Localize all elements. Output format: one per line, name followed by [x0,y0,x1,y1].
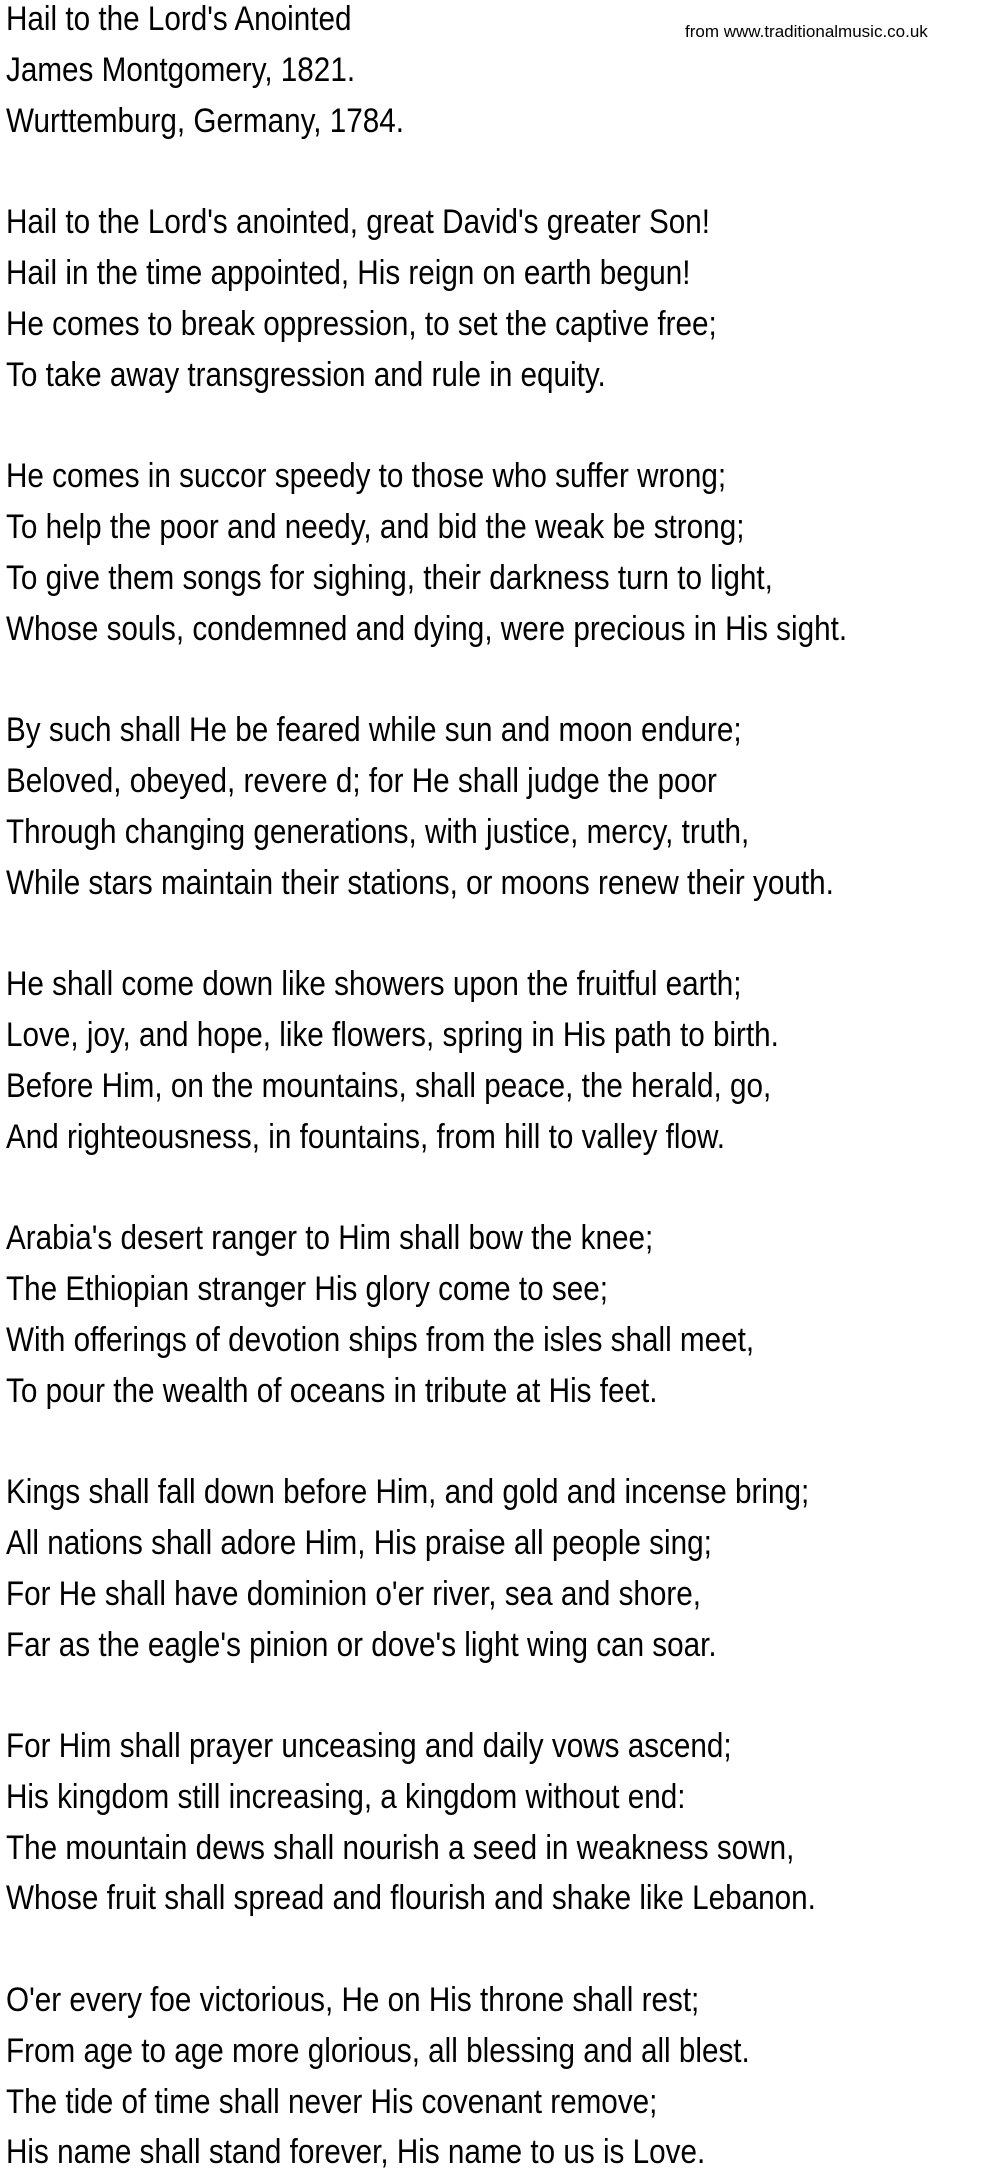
stanza-gap [6,1416,976,1467]
verse-line: By such shall He be feared while sun and moon endure; [6,711,742,750]
source-credit: from www.traditionalmusic.co.uk [685,22,928,41]
verse-line: From age to age more glorious, all blessing and all blest. [6,2031,750,2070]
stanza-gap [6,1670,976,1721]
verse-line: He shall come down like showers upon the fruitful earth; [6,965,742,1004]
verse-line: The Ethiopian stranger His glory come to see; [6,1269,608,1308]
verse-line: His kingdom still increasing, a kingdom without end: [6,1777,686,1816]
verse-line: To help the poor and needy, and bid the weak be strong; [6,507,745,546]
verse-line: All nations shall adore Him, His praise all people sing; [6,1523,712,1562]
verse-4 [6,959,976,1162]
verse-line: With offerings of devotion ships from the isles shall meet, [6,1320,755,1359]
verse-line: Whose souls, condemned and dying, were precious in His sight. [6,609,848,648]
stanza-gap [6,1924,976,1975]
stanza-gap [6,400,976,451]
verse-line: And righteousness, in fountains, from hill to valley flow. [6,1117,726,1156]
verse-8 [6,1975,976,2178]
stanza-gap [6,146,976,197]
verse-line: Beloved, obeyed, revere d; for He shall judge the poor [6,761,717,800]
verse-5 [6,1213,976,1416]
verse-line: To take away transgression and rule in equity. [6,355,606,394]
verse-line: O'er every foe victorious, He on His throne shall rest; [6,1981,700,2020]
verse-line: To pour the wealth of oceans in tribute at His feet. [6,1371,658,1410]
verse-line: While stars maintain their stations, or moons renew their youth. [6,863,834,902]
verse-line: He comes in succor speedy to those who suffer wrong; [6,457,727,496]
verse-line: Arabia's desert ranger to Him shall bow the knee; [6,1219,654,1258]
verse-3 [6,705,976,908]
stanza-gap [6,1162,976,1213]
verse-line: His name shall stand forever, His name to us is Love. [6,2133,706,2172]
verse-6 [6,1467,976,1670]
hymn-tune: Wurttemburg, Germany, 1784. [6,101,404,140]
stanza-gap [6,654,976,705]
verse-2 [6,451,976,654]
verse-line: Love, joy, and hope, like flowers, spring in His path to birth. [6,1015,779,1054]
verse-line: Through changing generations, with justice, mercy, truth, [6,812,750,851]
verse-line: Hail to the Lord's anointed, great David's greater Son! [6,203,711,242]
verse-line: For He shall have dominion o'er river, sea and shore, [6,1574,702,1613]
verse-7 [6,1721,976,1924]
verse-line: The tide of time shall never His covenant remove; [6,2082,658,2121]
verse-line: Kings shall fall down before Him, and gold and incense bring; [6,1473,810,1512]
verse-line: Hail in the time appointed, His reign on earth begun! [6,253,691,292]
verse-line: Before Him, on the mountains, shall peace, the herald, go, [6,1066,772,1105]
stanza-gap [6,908,976,959]
verse-line: To give them songs for sighing, their darkness turn to light, [6,558,773,597]
verse-line: For Him shall prayer unceasing and daily vows ascend; [6,1727,732,1766]
hymn-text [6,0,976,2178]
verse-line: Whose fruit shall spread and flourish and shake like Lebanon. [6,1879,816,1918]
verse-line: Far as the eagle's pinion or dove's light wing can soar. [6,1625,717,1664]
verse-line: He comes to break oppression, to set the captive free; [6,304,717,343]
verse-line: The mountain dews shall nourish a seed in weakness sown, [6,1828,795,1867]
verse-1 [6,197,976,400]
hymn-title: Hail to the Lord's Anointed [6,0,352,38]
hymn-author: James Montgomery, 1821. [6,50,356,89]
